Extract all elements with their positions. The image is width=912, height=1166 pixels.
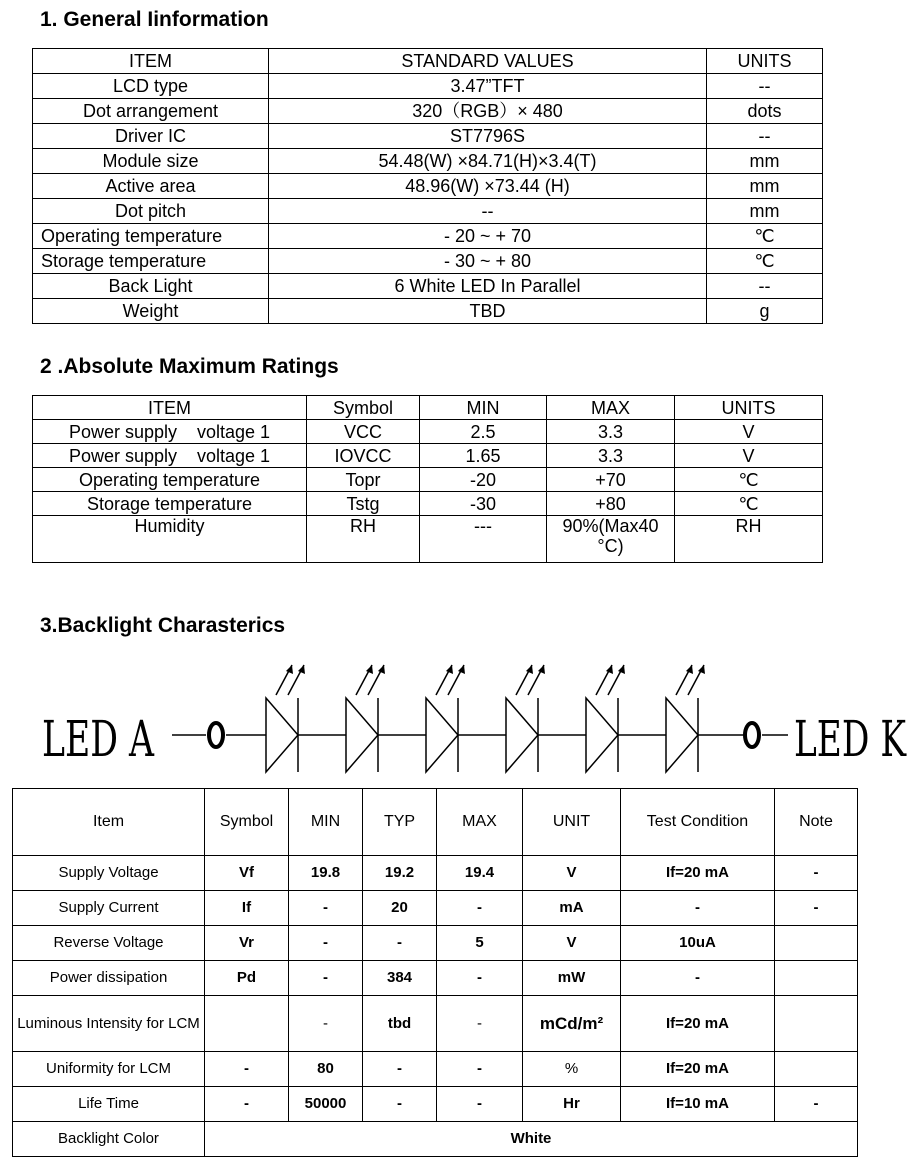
cell-max: - bbox=[437, 891, 523, 926]
cell-unit: Hr bbox=[523, 1087, 621, 1122]
cell-unit: mm bbox=[707, 174, 823, 199]
table-row bbox=[33, 199, 823, 224]
cell-max: 19.4 bbox=[437, 856, 523, 891]
cell-unit: g bbox=[707, 299, 823, 324]
cell-value: - 20 ~ + 70 bbox=[269, 224, 707, 249]
cell-item: Power supply voltage 1 bbox=[33, 444, 307, 468]
header-units: UNITS bbox=[707, 49, 823, 74]
cell-item: Reverse Voltage bbox=[13, 926, 205, 961]
cell-symbol: Pd bbox=[205, 961, 289, 996]
led-diode-icon bbox=[266, 665, 305, 772]
table-row bbox=[13, 891, 858, 926]
cell-unit: -- bbox=[707, 274, 823, 299]
cell-test-condition: If=20 mA bbox=[621, 996, 775, 1052]
cell-value: ST7796S bbox=[269, 124, 707, 149]
header-symbol: Symbol bbox=[307, 396, 420, 420]
cell-symbol: IOVCC bbox=[307, 444, 420, 468]
section-2-title: 2 .Absolute Maximum Ratings bbox=[40, 355, 339, 378]
led-diode-icon bbox=[346, 665, 385, 772]
cell-item: Active area bbox=[33, 174, 269, 199]
cathode-terminal bbox=[745, 723, 759, 747]
cell-value: 320（RGB）× 480 bbox=[269, 99, 707, 124]
header-units: UNITS bbox=[675, 396, 823, 420]
cell-note bbox=[775, 926, 858, 961]
cell-max: - bbox=[437, 961, 523, 996]
cell-unit: ℃ bbox=[675, 492, 823, 516]
cell-max: 5 bbox=[437, 926, 523, 961]
cell-value: -- bbox=[269, 199, 707, 224]
table-row bbox=[33, 468, 823, 492]
cell-value: 48.96(W) ×73.44 (H) bbox=[269, 174, 707, 199]
header-symbol: Symbol bbox=[205, 789, 289, 856]
cell-typ: - bbox=[363, 926, 437, 961]
cell-item: Dot pitch bbox=[33, 199, 269, 224]
cell-test-condition: - bbox=[621, 961, 775, 996]
table-row bbox=[13, 996, 858, 1052]
cell-note bbox=[775, 996, 858, 1052]
cell-max: 3.3 bbox=[547, 420, 675, 444]
cell-note: - bbox=[775, 856, 858, 891]
cell-symbol: - bbox=[205, 1052, 289, 1087]
cell-symbol: If bbox=[205, 891, 289, 926]
cell-item: Back Light bbox=[33, 274, 269, 299]
cell-typ: 384 bbox=[363, 961, 437, 996]
absolute-maximum-ratings-table bbox=[32, 395, 823, 563]
table-row bbox=[33, 149, 823, 174]
cell-unit: mm bbox=[707, 149, 823, 174]
cell-item: Uniformity for LCM bbox=[13, 1052, 205, 1087]
table-row bbox=[13, 856, 858, 891]
led-chain bbox=[266, 665, 705, 772]
cell-unit: V bbox=[675, 444, 823, 468]
table-row bbox=[33, 224, 823, 249]
cell-value: 54.48(W) ×84.71(H)×3.4(T) bbox=[269, 149, 707, 174]
header-note: Note bbox=[775, 789, 858, 856]
table-row bbox=[33, 274, 823, 299]
cell-typ: tbd bbox=[363, 996, 437, 1052]
header-typ: TYP bbox=[363, 789, 437, 856]
cell-min: 50000 bbox=[289, 1087, 363, 1122]
table-row bbox=[33, 99, 823, 124]
led-diode-icon bbox=[426, 665, 465, 772]
header-max: MAX bbox=[547, 396, 675, 420]
table-header-row bbox=[33, 396, 823, 420]
cell-max: 3.3 bbox=[547, 444, 675, 468]
cell-item: Power supply voltage 1 bbox=[33, 420, 307, 444]
cell-item: Supply Voltage bbox=[13, 856, 205, 891]
header-max: MAX bbox=[437, 789, 523, 856]
cell-note bbox=[775, 1052, 858, 1087]
cell-min: - bbox=[289, 891, 363, 926]
cell-symbol: Topr bbox=[307, 468, 420, 492]
cell-unit: V bbox=[523, 926, 621, 961]
cell-item: Storage temperature bbox=[33, 249, 269, 274]
general-information-table bbox=[32, 48, 823, 324]
cell-unit: V bbox=[675, 420, 823, 444]
cell-item: LCD type bbox=[33, 74, 269, 99]
table-row bbox=[13, 926, 858, 961]
cell-symbol: Vf bbox=[205, 856, 289, 891]
cell-test-condition: If=10 mA bbox=[621, 1087, 775, 1122]
cell-unit: mW bbox=[523, 961, 621, 996]
table-row bbox=[33, 516, 823, 563]
section-1-title: 1. General Iinformation bbox=[40, 8, 269, 31]
led-circuit-diagram bbox=[0, 640, 912, 778]
cell-value: TBD bbox=[269, 299, 707, 324]
cell-item: Operating temperature bbox=[33, 224, 269, 249]
cell-symbol: VCC bbox=[307, 420, 420, 444]
cell-test-condition: 10uA bbox=[621, 926, 775, 961]
cell-item: Life Time bbox=[13, 1087, 205, 1122]
cell-symbol: - bbox=[205, 1087, 289, 1122]
led-diode-icon bbox=[586, 665, 625, 772]
cell-min: - bbox=[289, 926, 363, 961]
cell-min: -30 bbox=[420, 492, 547, 516]
led-diode-icon bbox=[506, 665, 545, 772]
table-row bbox=[33, 174, 823, 199]
cell-max: - bbox=[437, 1087, 523, 1122]
cell-max: - bbox=[437, 1052, 523, 1087]
cell-min: 2.5 bbox=[420, 420, 547, 444]
cell-max: +70 bbox=[547, 468, 675, 492]
cell-item: Humidity bbox=[33, 516, 307, 563]
led-diode-icon bbox=[666, 665, 705, 772]
header-test-condition: Test Condition bbox=[621, 789, 775, 856]
cell-note: - bbox=[775, 891, 858, 926]
cell-value: 6 White LED In Parallel bbox=[269, 274, 707, 299]
table-row bbox=[13, 1087, 858, 1122]
header-min: MIN bbox=[420, 396, 547, 420]
section-3-title: 3.Backlight Charasterics bbox=[40, 614, 286, 637]
table-header-row bbox=[33, 49, 823, 74]
cell-unit: mm bbox=[707, 199, 823, 224]
cell-min: 1.65 bbox=[420, 444, 547, 468]
cell-item: Backlight Color bbox=[13, 1122, 205, 1157]
anode-terminal bbox=[209, 723, 223, 747]
cell-unit: mA bbox=[523, 891, 621, 926]
table-row bbox=[13, 1052, 858, 1087]
header-min: MIN bbox=[289, 789, 363, 856]
table-row bbox=[33, 420, 823, 444]
table-row bbox=[13, 1122, 858, 1157]
table-row bbox=[33, 124, 823, 149]
cell-min: 19.8 bbox=[289, 856, 363, 891]
cell-item: Power dissipation bbox=[13, 961, 205, 996]
cell-unit: RH bbox=[675, 516, 823, 563]
cell-max: +80 bbox=[547, 492, 675, 516]
table-row bbox=[33, 249, 823, 274]
cell-min: - bbox=[289, 996, 363, 1052]
cell-item: Dot arrangement bbox=[33, 99, 269, 124]
cell-max: - bbox=[437, 996, 523, 1052]
cell-typ: 20 bbox=[363, 891, 437, 926]
cell-value: - 30 ~ + 80 bbox=[269, 249, 707, 274]
cell-min: --- bbox=[420, 516, 547, 563]
cell-unit: ℃ bbox=[675, 468, 823, 492]
cell-min: - bbox=[289, 961, 363, 996]
table-row bbox=[33, 492, 823, 516]
cell-unit: dots bbox=[707, 99, 823, 124]
cell-item: Driver IC bbox=[33, 124, 269, 149]
cell-unit: -- bbox=[707, 124, 823, 149]
cell-test-condition: If=20 mA bbox=[621, 1052, 775, 1087]
cell-item: Weight bbox=[33, 299, 269, 324]
header-item: Item bbox=[13, 789, 205, 856]
cell-unit: ℃ bbox=[707, 249, 823, 274]
table-header-row bbox=[13, 789, 858, 856]
cell-unit: mCd/m² bbox=[523, 996, 621, 1052]
cell-symbol: RH bbox=[307, 516, 420, 563]
cell-test-condition: - bbox=[621, 891, 775, 926]
cell-unit: V bbox=[523, 856, 621, 891]
cell-note bbox=[775, 961, 858, 996]
cell-note: - bbox=[775, 1087, 858, 1122]
cell-symbol: Vr bbox=[205, 926, 289, 961]
table-row bbox=[33, 74, 823, 99]
cell-min: -20 bbox=[420, 468, 547, 492]
header-standard-values: STANDARD VALUES bbox=[269, 49, 707, 74]
cell-value: 3.47”TFT bbox=[269, 74, 707, 99]
cell-symbol: Tstg bbox=[307, 492, 420, 516]
cell-unit: % bbox=[523, 1052, 621, 1087]
cell-unit: ℃ bbox=[707, 224, 823, 249]
table-row bbox=[33, 444, 823, 468]
cell-typ: 19.2 bbox=[363, 856, 437, 891]
cell-item: Operating temperature bbox=[33, 468, 307, 492]
cell-unit: -- bbox=[707, 74, 823, 99]
cell-test-condition: If=20 mA bbox=[621, 856, 775, 891]
cell-symbol bbox=[205, 996, 289, 1052]
cell-typ: - bbox=[363, 1052, 437, 1087]
cell-max: 90%(Max40 °C) bbox=[547, 516, 675, 563]
cell-item: Supply Current bbox=[13, 891, 205, 926]
cell-item: Module size bbox=[33, 149, 269, 174]
led-k-label: LED K bbox=[794, 710, 908, 768]
cell-item: Storage temperature bbox=[33, 492, 307, 516]
led-a-label: LED A bbox=[42, 710, 155, 768]
header-item: ITEM bbox=[33, 49, 269, 74]
table-row bbox=[33, 299, 823, 324]
cell-min: 80 bbox=[289, 1052, 363, 1087]
backlight-characteristics-table bbox=[12, 788, 858, 1157]
cell-typ: - bbox=[363, 1087, 437, 1122]
header-unit: UNIT bbox=[523, 789, 621, 856]
backlight-color-value: White bbox=[205, 1122, 858, 1157]
cell-item: Luminous Intensity for LCM bbox=[13, 996, 205, 1052]
header-item: ITEM bbox=[33, 396, 307, 420]
table-row bbox=[13, 961, 858, 996]
